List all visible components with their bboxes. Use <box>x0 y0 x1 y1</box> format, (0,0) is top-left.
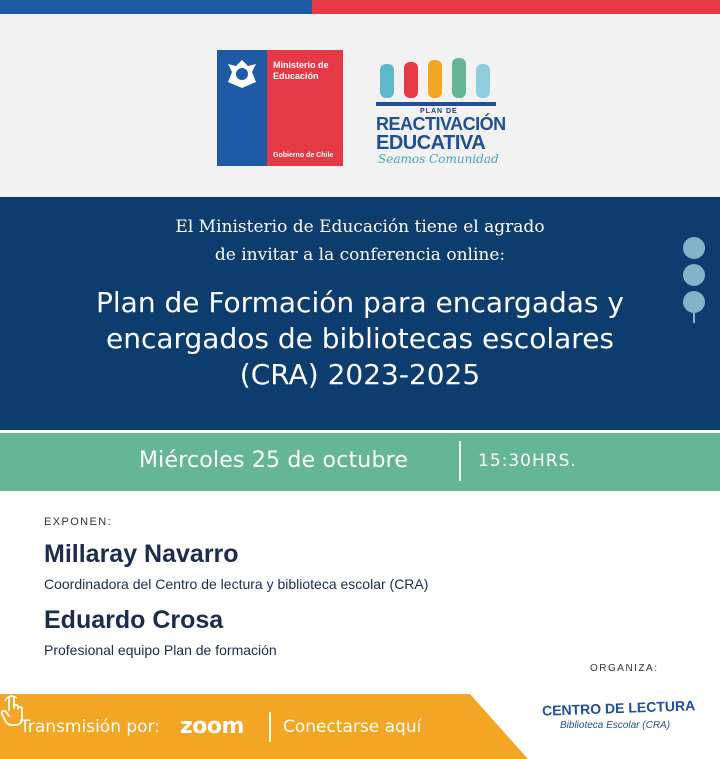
flag-blue <box>0 0 312 14</box>
schedule-divider <box>459 441 461 481</box>
intro-line2: de invitar a la conferencia online: <box>214 245 506 265</box>
transmission-banner[interactable] <box>0 694 528 759</box>
plan-line1: REACTIVACIÓN <box>376 114 506 134</box>
cra-logo <box>534 692 700 752</box>
organiza-label: ORGANIZA: <box>590 663 659 674</box>
cra-subtitle: Biblioteca Escolar (CRA) <box>560 720 671 731</box>
banner-divider <box>269 712 271 742</box>
speaker-role: Coordinadora del Centro de lectura y biblioteca escolar (CRA) <box>44 576 429 592</box>
speaker-name: Millaray Navarro <box>44 540 239 568</box>
ministry-line1: Ministerio de <box>273 60 329 70</box>
zoom-logo: zoom <box>180 714 244 739</box>
speakers-label: EXPONEN: <box>44 516 113 528</box>
event-time: 15:30HRS. <box>478 451 577 471</box>
drops-decoration-icon <box>680 235 710 325</box>
title-line3: (CRA) 2023-2025 <box>239 358 481 391</box>
crest-icon <box>222 56 262 92</box>
invitation-section <box>0 197 720 430</box>
speaker-name: Eduardo Crosa <box>44 606 224 634</box>
cra-name: CENTRO DE LECTURA <box>541 697 696 719</box>
header <box>0 14 720 197</box>
hands-icon <box>370 52 510 112</box>
schedule-band <box>0 433 720 491</box>
speaker-role: Profesional equipo Plan de formación <box>44 642 277 658</box>
connect-link[interactable]: Conectarse aquí <box>283 717 422 737</box>
plan-de-label: PLAN DE <box>420 108 458 115</box>
pointer-hand-icon[interactable] <box>0 694 26 728</box>
flag-bar <box>0 0 720 14</box>
transmission-label: Transmisión por: <box>20 717 160 737</box>
conference-title <box>40 285 680 393</box>
invitation-intro <box>0 213 720 269</box>
intro-line1: El Ministerio de Educación tiene el agrado <box>175 217 545 237</box>
title-line1: Plan de Formación para encargadas y <box>96 286 624 319</box>
plan-tagline: Seamos Comunidad <box>378 152 499 166</box>
event-date: Miércoles 25 de octubre <box>139 448 409 473</box>
ministry-line2: Educación <box>273 71 319 81</box>
ministry-logo <box>217 50 343 166</box>
government-label: Gobierno de Chile <box>273 152 334 159</box>
title-line2: encargados de bibliotecas escolares <box>105 322 615 355</box>
flag-red <box>312 0 720 14</box>
plan-logo <box>370 52 510 170</box>
plan-line2: EDUCATIVA <box>376 132 486 154</box>
